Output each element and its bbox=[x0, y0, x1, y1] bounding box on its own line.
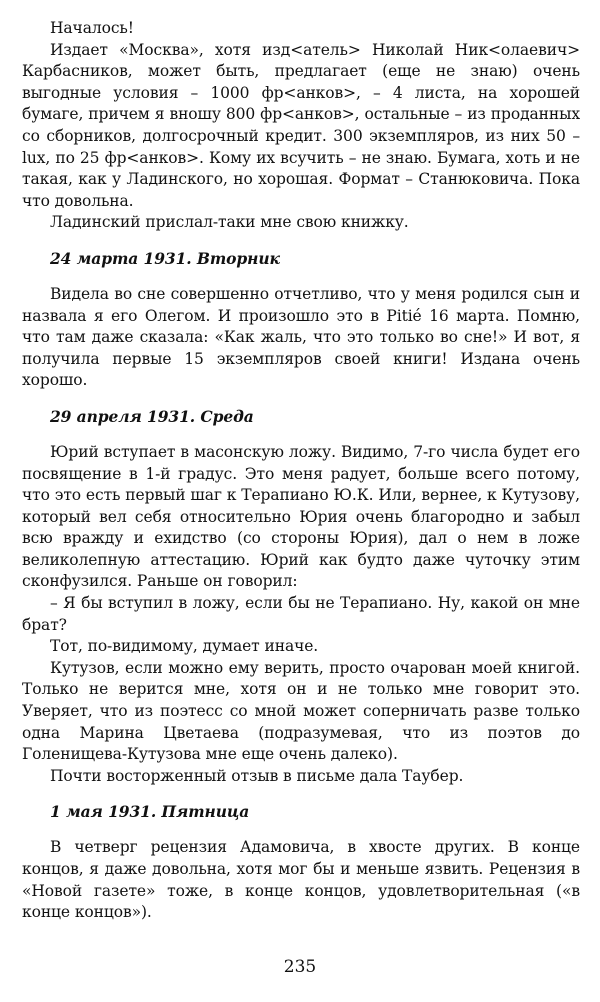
diary-entry bbox=[22, 248, 580, 392]
entry-intro bbox=[22, 18, 580, 234]
paragraph: Юрий вступает в масонскую ложу. Видимо, 7-го числа будет его посвящение в 1-й градус. Это меня радует, больше всего потому, что это есть первый шаг к Терапиано Ю.К. Или, вернее, к Кутузову, который вел себя относительно Юрия очень благородно и забыл всю вражду и ехидство (со стороны Юрия), дал о нем в ложе великолепную аттестацию. Юрий как будто даже чуточку этим сконфузился. Раньше он говорил: bbox=[22, 442, 580, 591]
entry-heading: 24 марта 1931. Вторник bbox=[50, 248, 280, 268]
paragraph: Издает «Москва», хотя изд<атель> Николай Ник<олаевич> Карбасников, может быть, предлагает (еще не знаю) очень выгодные условия – 1000 фр<анков>, – 4 листа, на хорошей бумаге, причем я вношу 800 фр<анков>, остальные – из проданных со сборников, долгосрочный кредит. 300 экземпляров, из них 50 – lux, по 25 фр<анков>. Кому их всучить – не знаю. Бумага, хоть и не такая, как у Ладинского, но хорошая. Формат – Станюковича. Пока что довольна. bbox=[22, 40, 580, 210]
diary-entry bbox=[22, 801, 580, 923]
paragraph: Началось! bbox=[50, 19, 134, 37]
paragraph: Почти восторженный отзыв в письме дала Таубер. bbox=[50, 766, 464, 785]
paragraph: Ладинский прислал-таки мне свою книжку. bbox=[50, 213, 409, 232]
entry-heading: 29 апреля 1931. Среда bbox=[50, 406, 254, 426]
diary-entry bbox=[22, 406, 580, 788]
paragraph: – Я бы вступил в ложу, если бы не Терапиано. Ну, какой он мне брат? bbox=[22, 594, 580, 634]
paragraph: В четверг рецензия Адамовича, в хвосте других. В конце концов, я даже довольна, хотя мог бы и меньше язвить. Рецензия в «Новой газете» тоже, в конце концов, удовлетворительная («в конце концов»). bbox=[22, 838, 580, 922]
paragraph: Тот, по-видимому, думает иначе. bbox=[50, 637, 319, 656]
page-number: 235 bbox=[283, 957, 317, 977]
entry-heading: 1 мая 1931. Пятница bbox=[50, 802, 250, 822]
paragraph: Видела во сне совершенно отчетливо, что у меня родился сын и назвала я его Олегом. И произошло это в Pitié 16 марта. Помню, что там даже сказала: «Как жаль, что это только во сне!» И вот, я получила первые 15 экземпляров своей книги! Издана очень хорошо. bbox=[22, 284, 580, 390]
paragraph: Кутузов, если можно ему верить, просто очарован моей книгой. Только не верится мне, хотя он и не только мне говорит это. Уверяет, что из поэтесс со мной может соперничать разве только одна Марина Цветаева (подразумевая, что из поэтов до Голенищева-Кутузова мне еще очень далеко). bbox=[22, 658, 580, 764]
